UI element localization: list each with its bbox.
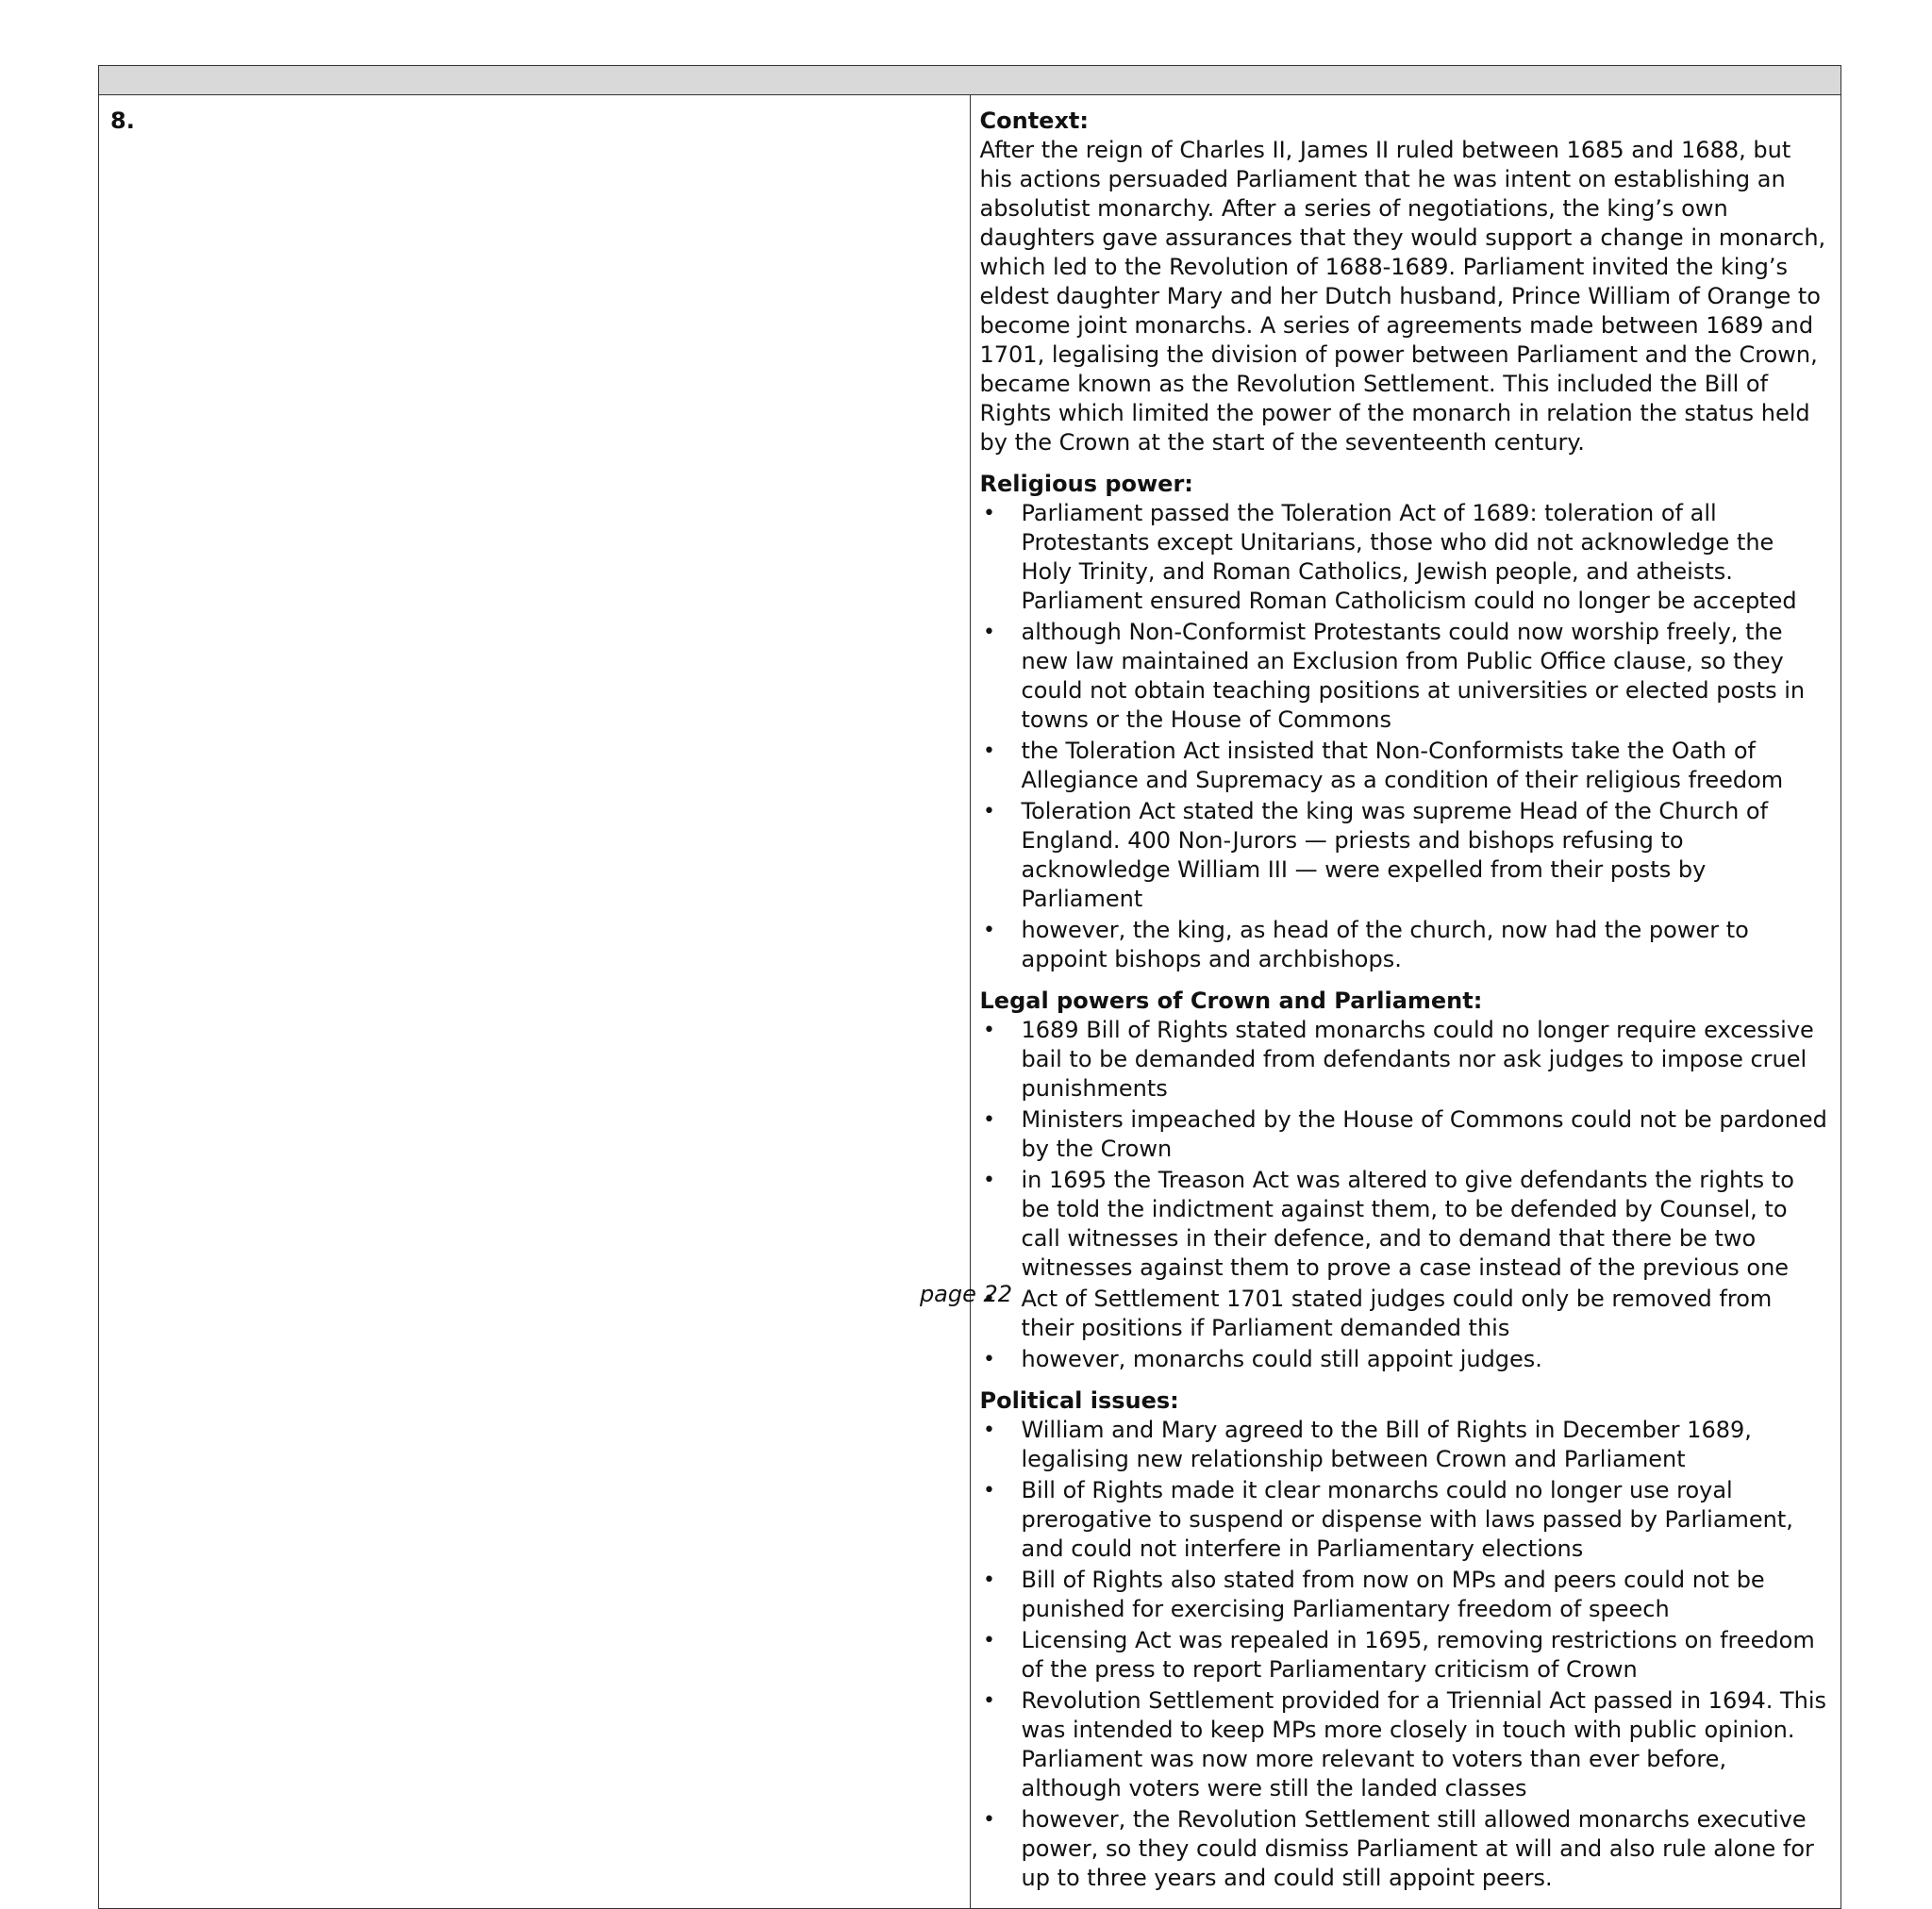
list-item: • Ministers impeached by the House of Commons could not be pardoned by the Crown (980, 1105, 1830, 1164)
question-number: 8. (99, 95, 971, 1909)
list-item: • in 1695 the Treason Act was altered to give defendants the rights to be told the indictment against them, to be defended by Counsel, to call witnesses in their defence, and to demand that there be two witnesses against them to prove a case instead of the previous one (980, 1166, 1830, 1283)
table-row (99, 95, 1841, 1909)
list-item: • the Toleration Act insisted that Non-Conformists take the Oath of Allegiance and Supremacy as a condition of their religious freedom (980, 737, 1830, 795)
list-item: • however, the king, as head of the church, now had the power to appoint bishops and archbishops. (980, 916, 1830, 974)
table-header-row (99, 66, 1841, 95)
bullet-list (980, 1016, 1830, 1374)
list-item: • Licensing Act was repealed in 1695, removing restrictions on freedom of the press to report Parliamentary criticism of Crown (980, 1626, 1830, 1685)
list-item: • however, monarchs could still appoint judges. (980, 1345, 1830, 1374)
section-heading: Legal powers of Crown and Parliament: (979, 988, 1483, 1014)
list-item: • Bill of Rights made it clear monarchs could no longer use royal prerogative to suspend or dispense with laws passed by Parliament, and could not interfere in Parliamentary elections (980, 1476, 1830, 1564)
list-item: • Bill of Rights also stated from now on MPs and peers could not be punished for exercising Parliamentary freedom of speech (980, 1566, 1830, 1624)
marking-table (98, 65, 1841, 1909)
section-political-issues (980, 1386, 1830, 1893)
list-item: • Parliament passed the Toleration Act of 1689: toleration of all Protestants except Unitarians, those who did not acknowledge the Holy Trinity, and Roman Catholics, Jewish people, and atheists. Parliament ensured Roman Catholicism could no longer be accepted (980, 499, 1830, 616)
list-item: • Act of Settlement 1701 stated judges could only be removed from their positions if Parliament demanded this (980, 1285, 1830, 1343)
list-item: • although Non-Conformist Protestants could now worship freely, the new law maintained an Exclusion from Public Office clause, so they could not obtain teaching positions at universities or elected posts in towns or the House of Commons (980, 618, 1830, 735)
section-context (980, 107, 1830, 457)
bullet-list (980, 499, 1830, 974)
section-heading: Context: (979, 108, 1089, 134)
list-item: • Toleration Act stated the king was supreme Head of the Church of England. 400 Non-Jurors — priests and bishops refusing to acknowledge William III — were expelled from their posts by Parliament (980, 797, 1830, 914)
bullet-list (980, 1416, 1830, 1893)
list-item: • 1689 Bill of Rights stated monarchs could no longer require excessive bail to be demanded from defendants nor ask judges to impose cruel punishments (980, 1016, 1830, 1104)
table-header-cell (99, 66, 1841, 95)
section-legal-powers (980, 987, 1830, 1374)
list-item: • Revolution Settlement provided for a Triennial Act passed in 1694. This was intended to keep MPs more closely in touch with public opinion. Parliament was now more relevant to voters than ever before, although voters were still the landed classes (980, 1686, 1830, 1803)
list-item: • however, the Revolution Settlement still allowed monarchs executive power, so they could dismiss Parliament at will and also rule alone for up to three years and could still appoint peers. (980, 1805, 1830, 1893)
section-heading: Political issues: (979, 1387, 1179, 1414)
section-religious-power (980, 470, 1830, 974)
list-item: • William and Mary agreed to the Bill of Rights in December 1689, legalising new relationship between Crown and Parliament (980, 1416, 1830, 1474)
context-paragraph: After the reign of Charles II, James II ruled between 1685 and 1688, but his actions persuaded Parliament that he was intent on establishing an absolutist monarchy. After a series of negotiations, the king’s own daughters gave assurances that they would support a change in monarch, which led to the Revolution of 1688-1689. Parliament invited the king’s eldest daughter Mary and her Dutch husband, Prince William of Orange to become joint monarchs. A series of agreements made between 1689 and 1701, legalising the division of power between Parliament and the Crown, became known as the Revolution Settlement. This included the Bill of Rights which limited the power of the monarch in relation the status held by the Crown at the start of the seventeenth century. (979, 137, 1826, 456)
content-cell (970, 95, 1841, 1909)
page-number: page 22 (919, 1281, 1013, 1307)
section-heading: Religious power: (979, 471, 1193, 497)
